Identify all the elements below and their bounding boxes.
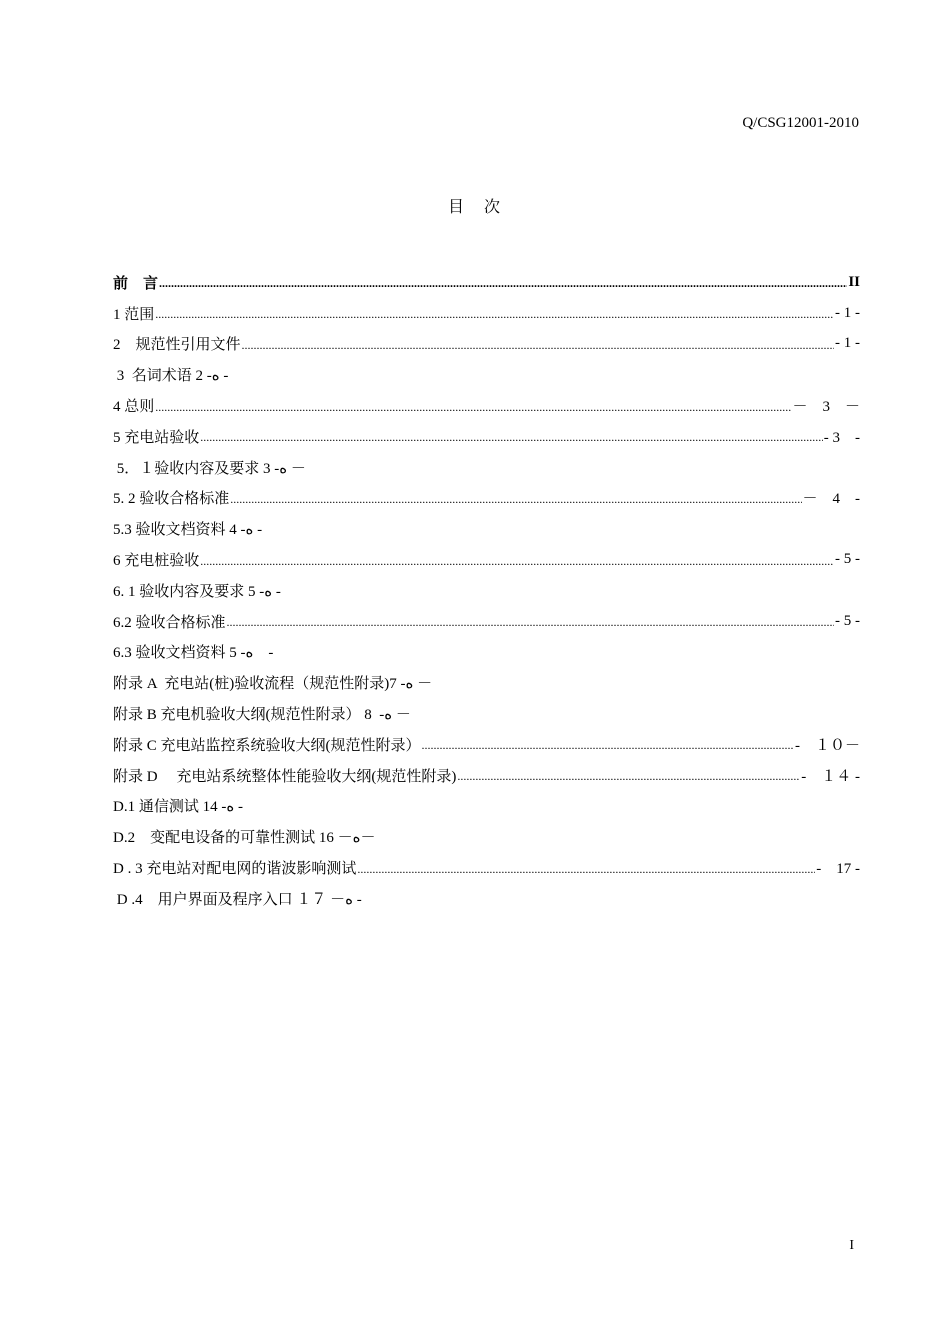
toc-entry-label: D.2 变配电设备的可靠性测试 16 －ە－ <box>113 830 376 847</box>
toc-entry[interactable] <box>113 791 860 822</box>
toc-entry[interactable] <box>113 606 860 637</box>
toc-entry-page: II <box>848 273 860 290</box>
toc-entry[interactable] <box>113 637 860 668</box>
toc-entry[interactable] <box>113 698 860 729</box>
toc-entry-label: 6. 1 验收内容及要求 5 -ە - <box>113 583 281 600</box>
toc-dot-leader <box>227 612 834 630</box>
toc-entry-label: 5 充电站验收 <box>113 429 200 446</box>
toc-entry-label: 3 名词术语 2 -ە - <box>113 368 229 385</box>
toc-entry-label: D.1 通信测试 14 -ە - <box>113 799 243 816</box>
toc-entry-label: D . 3 充电站对配电网的谐波影响测试 <box>113 861 357 878</box>
toc-entry[interactable] <box>113 821 860 852</box>
toc-entry-page: － 4 - <box>802 491 860 508</box>
toc-dot-leader <box>155 397 791 415</box>
toc-entry-page: - 1 - <box>835 304 860 321</box>
toc-entry[interactable] <box>113 544 860 575</box>
toc-entry[interactable] <box>113 359 860 390</box>
toc-entry[interactable] <box>113 483 860 514</box>
toc-entry[interactable] <box>113 421 860 452</box>
toc-entry[interactable] <box>113 883 860 914</box>
toc-dot-leader <box>200 427 822 445</box>
toc-entry-label: 附录 D 充电站系统整体性能验收大纲(规范性附录) <box>113 768 457 785</box>
toc-entry-label: 5. 2 验收合格标准 <box>113 491 230 508</box>
toc-entry-label: 2 规范性引用文件 <box>113 337 241 354</box>
toc-entry-label: 6.3 验收文档资料 5 -ە - <box>113 645 274 662</box>
toc-entry[interactable] <box>113 852 860 883</box>
toc-dot-leader <box>357 859 815 877</box>
page-number: I <box>849 1238 854 1253</box>
toc-entry-label: 4 总则 <box>113 399 155 416</box>
toc-entry-page: - 5 - <box>835 612 860 629</box>
toc-entry-label: 1 范围 <box>113 306 155 323</box>
toc-entry[interactable] <box>113 760 860 791</box>
toc-entry-page: - １４ - <box>801 768 860 785</box>
document-code: Q/CSG12001-2010 <box>742 115 859 131</box>
toc-dot-leader <box>422 735 794 753</box>
toc-entry-page: - １０－ <box>795 737 860 754</box>
toc-entry-label: 5．１验收内容及要求 3 -ە － <box>113 460 306 477</box>
toc-entry[interactable] <box>113 452 860 483</box>
toc-entry-page: - 1 - <box>835 335 860 352</box>
toc-dot-leader <box>155 304 834 322</box>
table-of-contents <box>113 267 860 914</box>
toc-entry[interactable] <box>113 329 860 360</box>
toc-dot-leader <box>200 551 834 569</box>
toc-dot-leader <box>159 273 847 291</box>
toc-entry[interactable] <box>113 575 860 606</box>
toc-dot-leader <box>457 766 800 784</box>
toc-entry[interactable] <box>113 267 860 298</box>
toc-entry-label: 6 充电桩验收 <box>113 553 200 570</box>
toc-entry[interactable] <box>113 298 860 329</box>
toc-entry[interactable] <box>113 729 860 760</box>
toc-dot-leader <box>242 335 834 353</box>
toc-entry[interactable] <box>113 667 860 698</box>
toc-entry[interactable] <box>113 390 860 421</box>
toc-title: 目 次 <box>447 199 502 216</box>
toc-entry-page: - 3 - <box>823 429 860 446</box>
toc-entry-label: 附录 A 充电站(桩)验收流程（规范性附录)7 -ە － <box>113 676 433 693</box>
toc-entry-label: D .4 用户界面及程序入口 １７ －ە - <box>113 891 362 908</box>
toc-entry[interactable] <box>113 513 860 544</box>
toc-entry-label: 前 言 <box>113 275 159 292</box>
toc-entry-label: 附录 B 充电机验收大纲(规范性附录） 8 -ە － <box>113 707 411 724</box>
toc-entry-page: - 17 - <box>816 861 860 878</box>
toc-entry-label: 6.2 验收合格标准 <box>113 614 226 631</box>
toc-entry-page: - 5 - <box>835 551 860 568</box>
toc-entry-label: 5.3 验收文档资料 4 -ە - <box>113 522 263 539</box>
toc-entry-page: － 3 － <box>792 399 860 416</box>
toc-dot-leader <box>230 489 801 507</box>
toc-entry-label: 附录 C 充电站监控系统验收大纲(规范性附录） <box>113 737 421 754</box>
